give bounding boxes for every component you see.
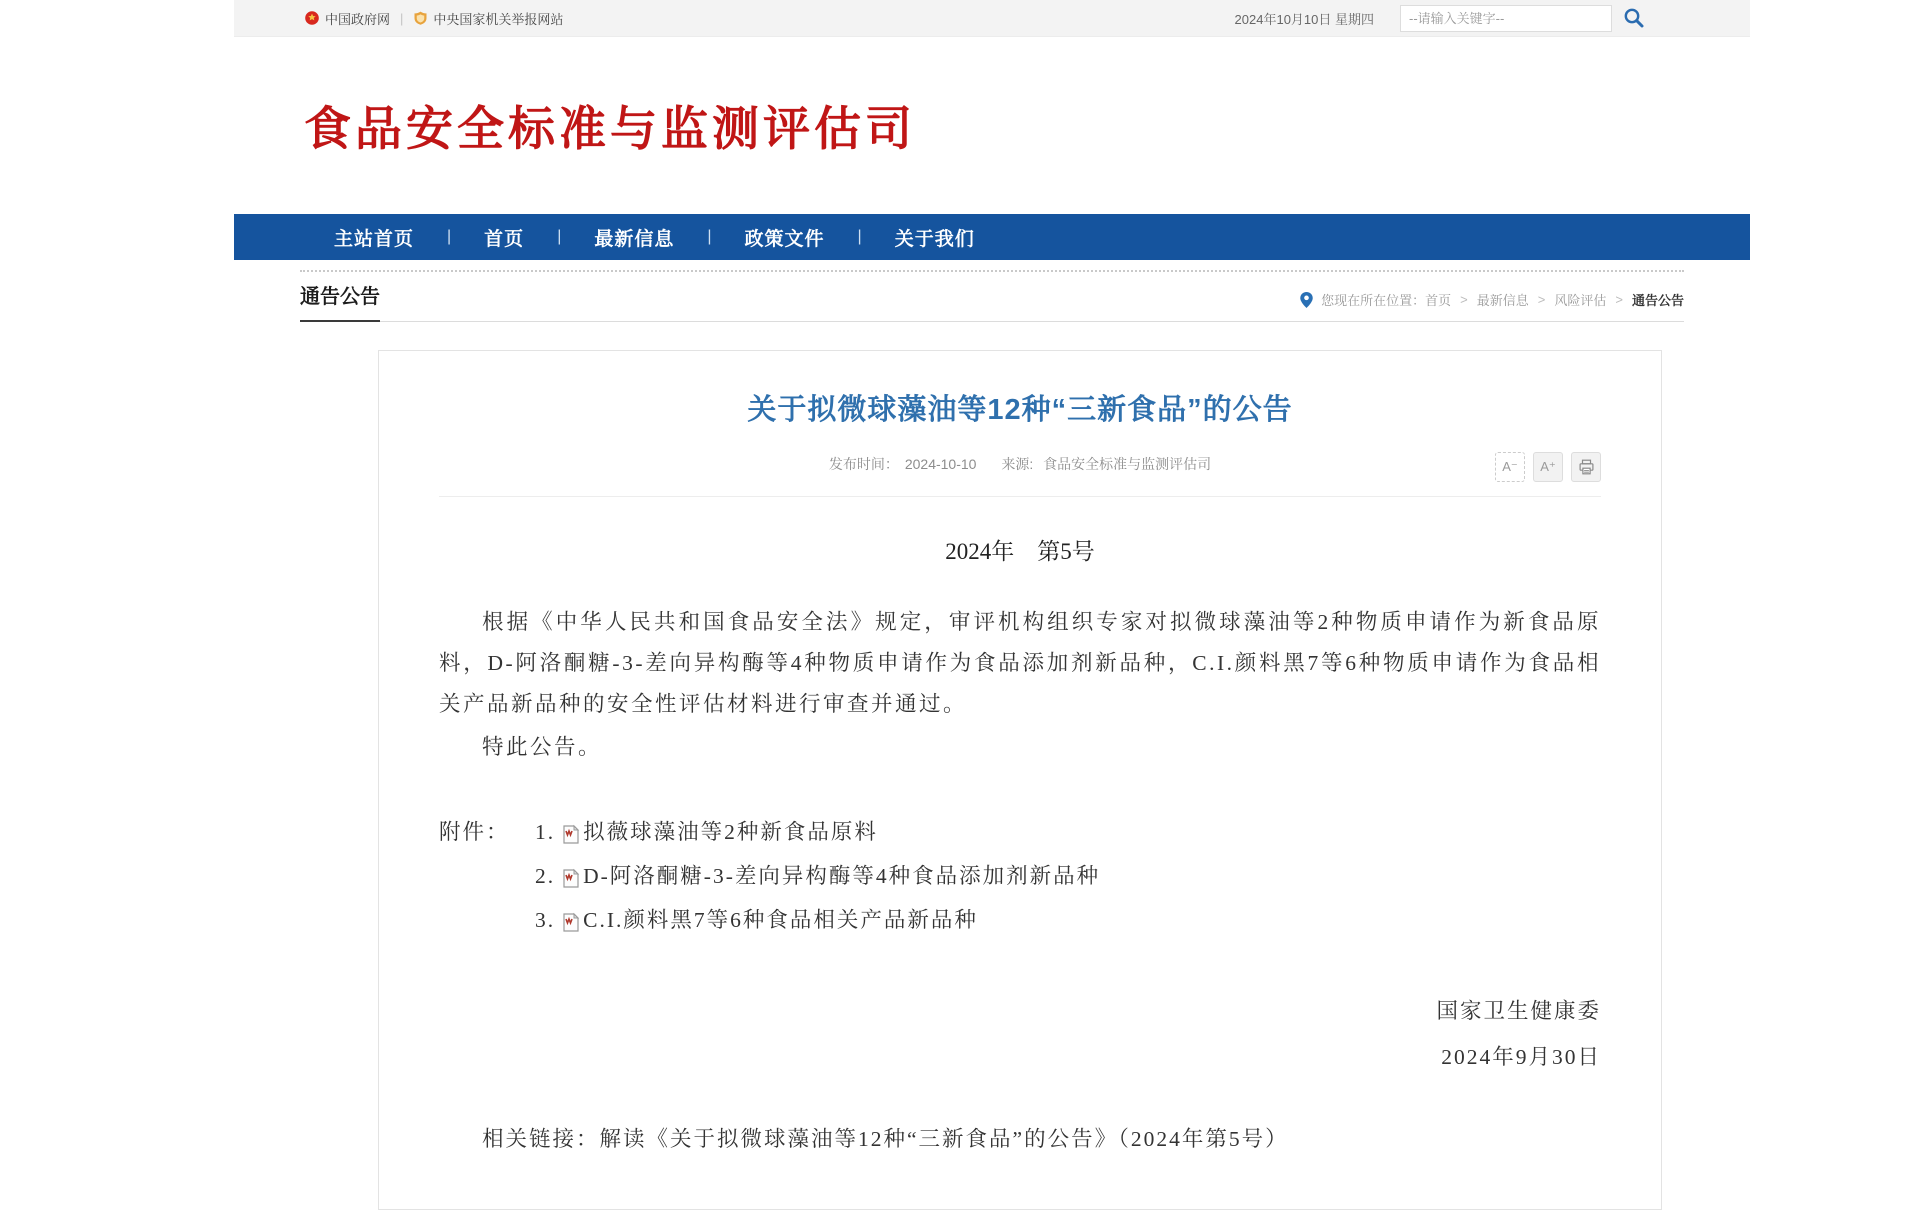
article-header <box>439 387 1601 497</box>
nav-item-home[interactable]: 首页 <box>484 228 525 250</box>
gov-site-link[interactable] <box>304 9 390 28</box>
report-site-label: 中央国家机关举报网站 <box>433 11 564 27</box>
breadcrumb-risk-assessment[interactable]: 风险评估 <box>1554 293 1607 308</box>
section-header <box>300 272 1684 322</box>
report-emblem-icon <box>413 10 428 26</box>
attachment-row <box>439 810 1601 854</box>
topbar <box>234 0 1750 37</box>
attachments <box>439 810 1601 942</box>
nav-item-main-home[interactable]: 主站首页 <box>334 228 415 250</box>
nav-item-policy-documents[interactable]: 政策文件 <box>744 228 825 250</box>
related-link[interactable]: 解读《关于拟微球藻油等12种“三新食品”的公告》（2024年第5号） <box>599 1127 1289 1151</box>
nav-item-latest-news[interactable]: 最新信息 <box>594 228 675 250</box>
nav-separator: | <box>707 228 712 245</box>
article-card <box>378 350 1662 1210</box>
breadcrumb-separator: > <box>1615 292 1623 307</box>
section-title: 通告公告 <box>300 280 380 322</box>
attachment-link[interactable]: 拟薇球藻油等2种新食品原料 <box>583 820 878 844</box>
article-paragraph: 特此公告。 <box>482 735 603 759</box>
nav-separator: | <box>857 228 862 245</box>
publish-time-label: 发布时间： <box>828 456 899 472</box>
search-area <box>1400 5 1646 32</box>
search-icon[interactable] <box>1622 6 1646 30</box>
topbar-links <box>304 9 563 28</box>
signature-block <box>439 988 1601 1080</box>
page <box>234 0 1750 1210</box>
source-label: 来源: <box>1001 456 1038 472</box>
article-title: 关于拟微球藻油等12种“三新食品”的公告 <box>747 394 1293 426</box>
attachment-row <box>439 854 1601 898</box>
doc-attachment-icon <box>563 913 579 932</box>
attachment-number: 3. <box>535 908 556 932</box>
main-nav <box>234 214 1750 260</box>
article-tools <box>1495 452 1601 482</box>
attachment-link[interactable]: D-阿洛酮糖-3-差向异构酶等4种食品添加剂新品种 <box>583 864 1101 888</box>
topbar-separator: | <box>400 10 404 26</box>
article-meta <box>439 454 1601 474</box>
signature-date: 2024年9月30日 <box>1441 1045 1601 1069</box>
gov-site-label: 中国政府网 <box>325 11 391 27</box>
current-date: 2024年10月10日 星期四 <box>1234 11 1374 27</box>
related-links <box>439 1122 1601 1153</box>
topbar-right <box>1235 5 1646 32</box>
breadcrumb-home[interactable]: 首页 <box>1425 293 1452 308</box>
site-header <box>234 37 1750 214</box>
site-title: 食品安全标准与监测评估司 <box>304 102 916 155</box>
attachment-number: 1. <box>535 820 556 844</box>
related-label: 相关链接： <box>482 1127 600 1151</box>
location-pin-icon <box>1300 292 1313 308</box>
breadcrumb-latest-news[interactable]: 最新信息 <box>1476 293 1529 308</box>
breadcrumb-prefix: 您现在所在位置： <box>1321 293 1426 308</box>
publish-date: 2024-10-10 <box>904 456 977 472</box>
breadcrumb-separator: > <box>1537 292 1546 307</box>
report-site-link[interactable] <box>413 9 563 28</box>
breadcrumb <box>1300 290 1684 321</box>
font-larger-button[interactable]: A⁺ <box>1533 452 1563 482</box>
attachment-link[interactable]: C.I.颜料黑7等6种食品相关产品新品种 <box>583 908 978 932</box>
attachment-number: 2. <box>535 864 556 888</box>
search-input[interactable] <box>1400 5 1612 32</box>
national-emblem-icon <box>304 10 320 26</box>
doc-attachment-icon <box>563 825 579 844</box>
article-paragraph: 根据《中华人民共和国食品安全法》规定，审评机构组织专家对拟微球藻油等2种物质申请作为新食品原料，D-阿洛酮糖-3-差向异构酶等4种物质申请作为食品添加剂新品种，C.I.颜料黑7等6种物质申请作为食品相关产品新品种的安全性评估材料进行审查并通过。 <box>439 610 1601 716</box>
nav-separator: | <box>447 228 452 245</box>
signature-org: 国家卫生健康委 <box>1436 999 1601 1023</box>
printer-icon <box>1578 459 1595 475</box>
breadcrumb-separator: > <box>1460 292 1468 307</box>
nav-separator: | <box>557 228 562 245</box>
document-number: 2024年 第5号 <box>945 539 1095 564</box>
doc-attachment-icon <box>563 869 579 888</box>
print-button[interactable] <box>1571 452 1601 482</box>
font-smaller-button[interactable]: A⁻ <box>1495 452 1525 482</box>
nav-item-about-us[interactable]: 关于我们 <box>894 228 975 250</box>
attachments-label: 附件： <box>439 820 510 844</box>
breadcrumb-current: 通告公告 <box>1631 293 1684 308</box>
source-value: 食品安全标准与监测评估司 <box>1043 456 1212 472</box>
attachment-row <box>439 898 1601 942</box>
